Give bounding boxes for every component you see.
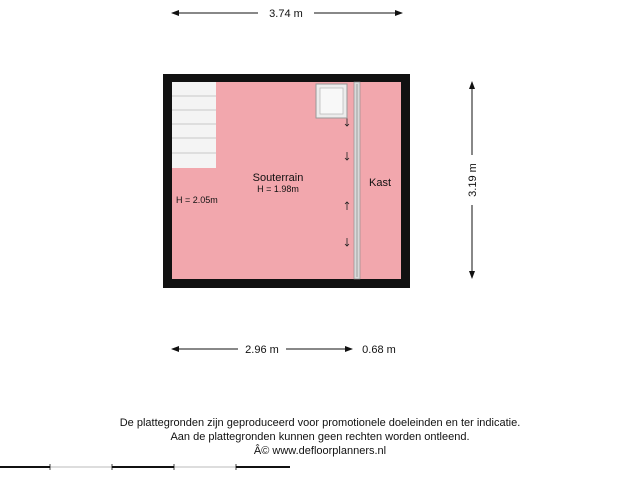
copyright-line: Â© www.defloorplanners.nl: [253, 445, 387, 457]
disclaimer-line-2: Aan de plattegronden kunnen geen rechten worden ontleend.: [170, 431, 470, 443]
dimension-bottom: [172, 344, 396, 356]
dimension-top: [172, 8, 402, 20]
room-souterrain-height: H = 1.98m: [257, 184, 299, 194]
stairs-icon: [172, 82, 216, 168]
room-kast-label: Kast: [368, 177, 392, 189]
disclaimer: [0, 416, 640, 458]
room-souterrain-label: Souterrain: [252, 172, 304, 184]
dimension-bottom-left-label: 2.96 m: [245, 344, 279, 356]
dimension-right-label: 3.19 m: [467, 163, 479, 197]
disclaimer-line-1: De plattegronden zijn geproduceerd voor promotionele doeleinden en ter indicatie.: [119, 417, 521, 429]
scale-bar: [0, 464, 290, 470]
room-side-height: H = 2.05m: [176, 195, 218, 205]
dimension-right: [467, 82, 479, 278]
hatch-icon: [316, 84, 347, 118]
dimension-top-label: 3.74 m: [269, 8, 303, 20]
dimension-bottom-right-label: 0.68 m: [362, 344, 396, 356]
